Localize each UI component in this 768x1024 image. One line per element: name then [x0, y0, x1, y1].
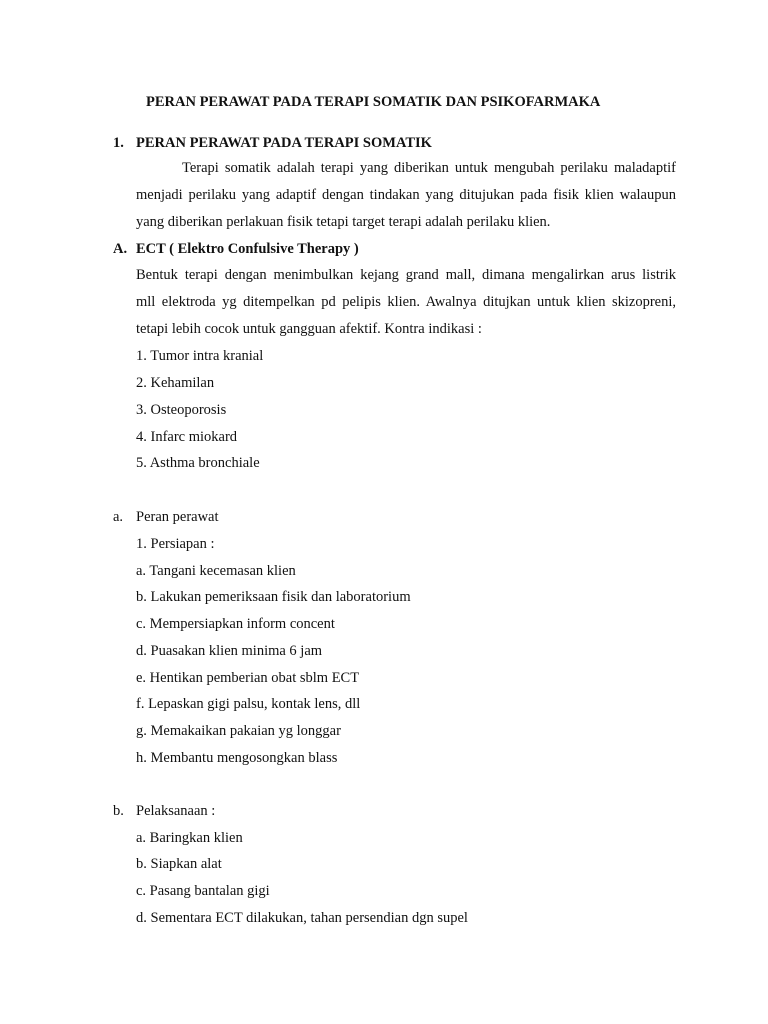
- section-1-paragraph-line: menjadi perilaku yang adaptif dengan tindakan yang ditujukan pada fisik klien walaupun: [136, 187, 676, 203]
- sub-b-letter: b.: [113, 803, 124, 819]
- sub-a-heading: Peran perawat: [136, 509, 219, 525]
- preparation-item: a. Tangani kecemasan klien: [136, 563, 296, 579]
- preparation-item: e. Hentikan pemberian obat sblm ECT: [136, 670, 360, 686]
- section-a-heading: ECT ( Elektro Confulsive Therapy ): [136, 241, 359, 257]
- section-a-paragraph-line: mll elektroda yg ditempelkan pd pelipis klien. Awalnya ditujkan untuk klien skizopreni,: [136, 294, 676, 310]
- sub-b-heading: Pelaksanaan :: [136, 803, 216, 819]
- contraindication-item: 4. Infarc miokard: [136, 429, 238, 445]
- contraindication-item: 3. Osteoporosis: [136, 402, 227, 418]
- implementation-item: d. Sementara ECT dilakukan, tahan persendian dgn supel: [136, 910, 468, 926]
- section-a-paragraph-line: tetapi lebih cocok untuk gangguan afektif. Kontra indikasi :: [136, 321, 482, 337]
- implementation-item: a. Baringkan klien: [136, 830, 243, 846]
- contraindication-item: 5. Asthma bronchiale: [136, 455, 260, 471]
- section-1-paragraph-line: Terapi somatik adalah terapi yang diberikan untuk mengubah perilaku maladaptif: [182, 160, 676, 176]
- preparation-item: h. Membantu mengosongkan blass: [136, 750, 338, 766]
- preparation-item: d. Puasakan klien minima 6 jam: [136, 643, 323, 659]
- contraindication-item: 1. Tumor intra kranial: [136, 348, 264, 364]
- preparation-title: 1. Persiapan :: [136, 536, 215, 552]
- preparation-item: c. Mempersiapkan inform concent: [136, 616, 335, 632]
- implementation-item: c. Pasang bantalan gigi: [136, 883, 270, 899]
- preparation-item: f. Lepaskan gigi palsu, kontak lens, dll: [136, 696, 361, 712]
- contraindication-item: 2. Kehamilan: [136, 375, 215, 391]
- section-1-heading: PERAN PERAWAT PADA TERAPI SOMATIK: [136, 135, 432, 151]
- preparation-item: g. Memakaikan pakaian yg longgar: [136, 723, 341, 739]
- sub-a-letter: a.: [113, 509, 124, 525]
- document-title: PERAN PERAWAT PADA TERAPI SOMATIK DAN PSIKOFARMAKA: [146, 94, 601, 110]
- section-1-paragraph-line: yang diberikan perlakuan fisik tetapi target terapi adalah perilaku klien.: [136, 214, 551, 230]
- preparation-item: b. Lakukan pemeriksaan fisik dan laboratorium: [136, 589, 411, 605]
- section-1-number: 1.: [113, 135, 124, 151]
- section-a-paragraph-line: Bentuk terapi dengan menimbulkan kejang grand mall, dimana mengalirkan arus listrik: [136, 267, 676, 283]
- implementation-item: b. Siapkan alat: [136, 856, 222, 872]
- section-a-letter: A.: [113, 241, 128, 257]
